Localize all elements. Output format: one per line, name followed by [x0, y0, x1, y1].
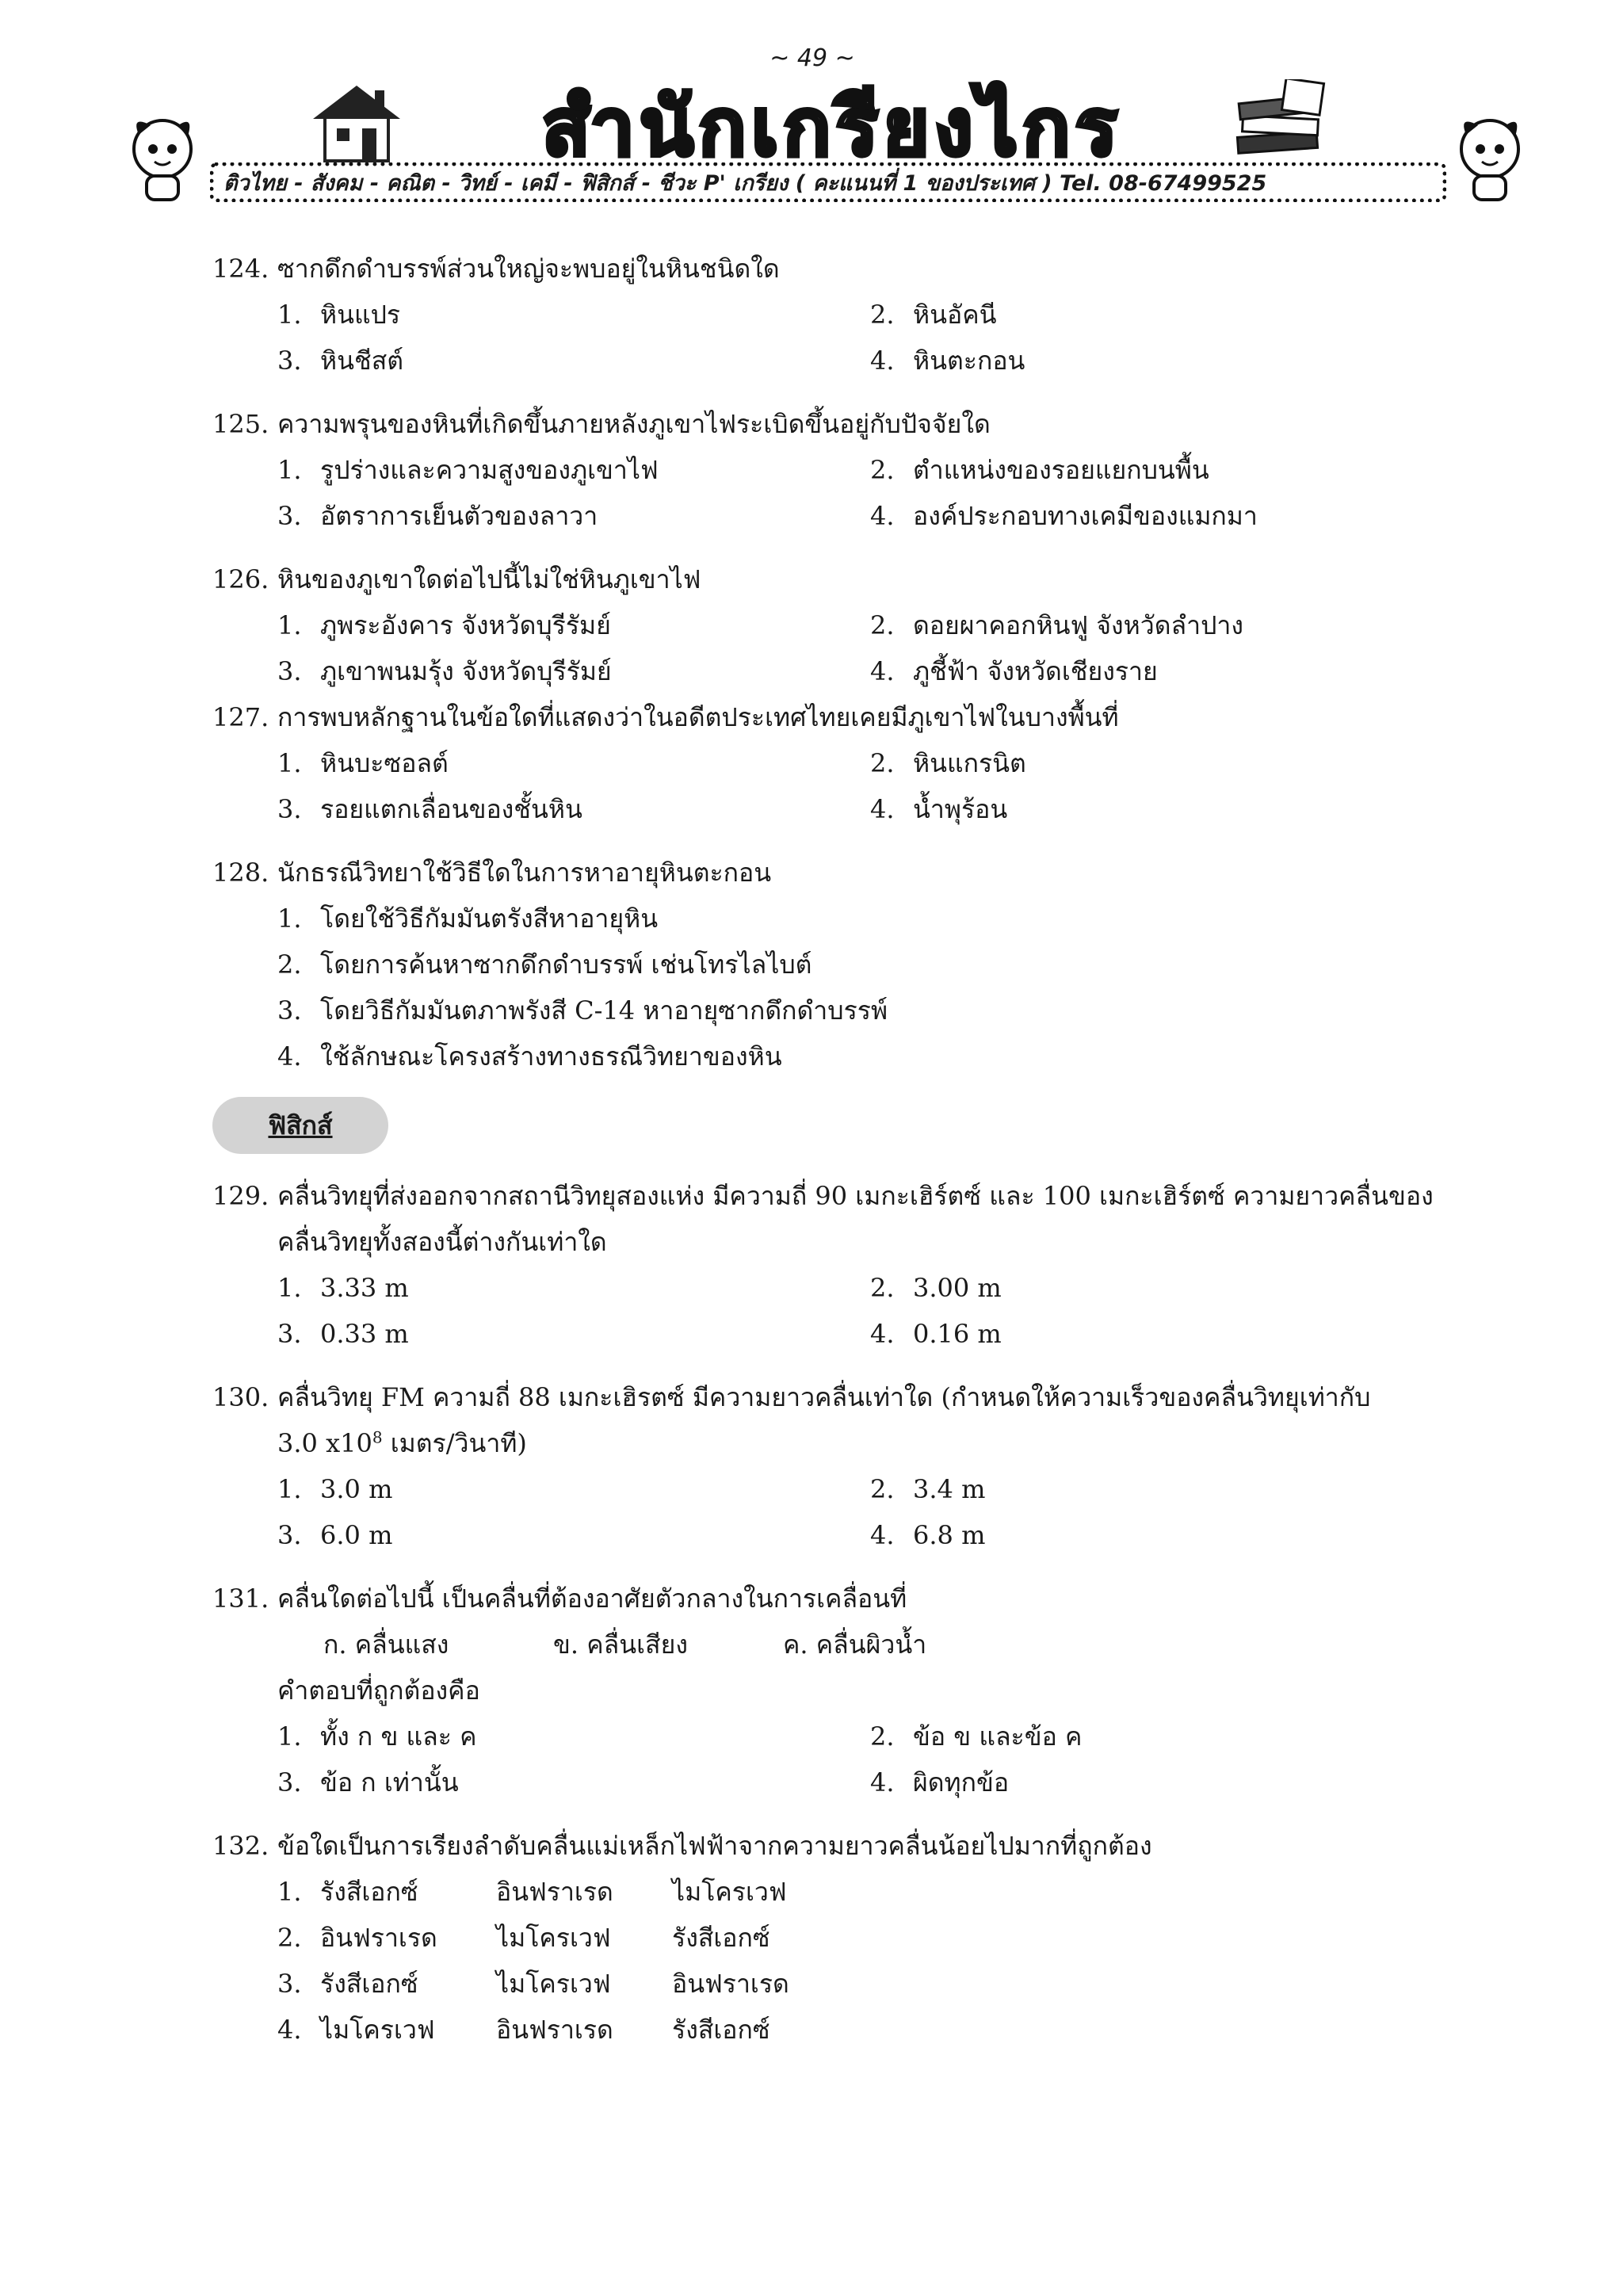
question-number: 126.	[212, 564, 269, 594]
question-number: 132.	[212, 1831, 269, 1861]
option: 3. 6.0 m	[277, 1520, 393, 1550]
question-text: การพบหลักฐานในข้อใดที่แสดงว่าในอดีตประเทศไทยเคยมีภูเขาไฟในบางพื้นที่	[277, 702, 1119, 732]
option: 2. อินฟราเรด ไมโครเวฟ รังสีเอกซ์	[277, 1923, 770, 1953]
question-127	[212, 694, 1480, 832]
question-125	[212, 401, 1480, 539]
section-header-physics	[212, 1097, 388, 1154]
question-number: 124.	[212, 254, 269, 284]
option: 3. หินชีสต์	[277, 346, 403, 376]
option: 1. 3.0 m	[277, 1474, 393, 1504]
question-131	[212, 1576, 1480, 1805]
option: 1. หินบะซอลต์	[277, 748, 449, 778]
option: 3. ข้อ ก เท่านั้น	[277, 1767, 459, 1797]
option: 3. โดยวิธีกัมมันตภาพรังสี C-14 หาอายุซากดึกดำบรรพ์	[277, 995, 888, 1026]
option: 4. ใช้ลักษณะโครงสร้างทางธรณีวิทยาของหิน	[277, 1041, 782, 1072]
option: 2. ดอยผาคอกหินฟู จังหวัดลำปาง	[870, 610, 1243, 640]
option: 2. หินอัคนี	[870, 300, 997, 330]
question-text: คลื่นวิทยุที่ส่งออกจากสถานีวิทยุสองแห่ง มีความถี่ 90 เมกะเฮิร์ตซ์ และ 100 เมกะเฮิร์ตซ์ ความยาวคลื่นของ	[277, 1181, 1434, 1211]
question-number: 127.	[212, 702, 269, 732]
option: 1. รังสีเอกซ์ อินฟราเรด ไมโครเวฟ	[277, 1877, 787, 1907]
house-icon	[305, 79, 408, 170]
sub-item: ค. คลื่นผิวน้ำ	[783, 1629, 927, 1660]
question-132	[212, 1823, 1480, 2053]
option: 1. โดยใช้วิธีกัมมันตรังสีหาอายุหิน	[277, 904, 659, 934]
question-124	[212, 246, 1480, 384]
option: 4. 6.8 m	[870, 1520, 986, 1550]
question-text: ความพรุนของหินที่เกิดขึ้นภายหลังภูเขาไฟระเบิดขึ้นอยู่กับปัจจัยใด	[277, 409, 991, 439]
option: 4. 0.16 m	[870, 1319, 1002, 1349]
option: 3. รอยแตกเลื่อนของชั้นหิน	[277, 794, 582, 824]
option: 3. ภูเขาพนมรุ้ง จังหวัดบุรีรัมย์	[277, 656, 612, 686]
question-number: 125.	[212, 409, 269, 439]
option: 2. หินแกรนิต	[870, 748, 1026, 778]
answer-prompt: คำตอบที่ถูกต้องคือ	[277, 1675, 480, 1706]
mascot-left-icon	[115, 111, 210, 209]
question-126	[212, 556, 1480, 694]
option: 2. ตำแหน่งของรอยแยกบนพื้น	[870, 455, 1209, 485]
page-number: ~ 49 ~	[769, 44, 855, 72]
header-tagline	[210, 162, 1446, 202]
option: 2. 3.00 m	[870, 1273, 1002, 1303]
question-number: 129.	[212, 1181, 269, 1211]
option: 4. หินตะกอน	[870, 346, 1025, 376]
option: 4. ไมโครเวฟ อินฟราเรด รังสีเอกซ์	[277, 2015, 770, 2045]
sub-items	[212, 1622, 1480, 1668]
question-129	[212, 1173, 1480, 1357]
option: 4. ภูชี้ฟ้า จังหวัดเชียงราย	[870, 656, 1158, 686]
option: 2. ข้อ ข และข้อ ค	[870, 1721, 1083, 1752]
exam-content	[212, 246, 1480, 2070]
sub-item: ก. คลื่นแสง	[323, 1629, 449, 1660]
sub-item: ข. คลื่นเสียง	[553, 1629, 688, 1660]
tagline-text: ติวไทย - สังคม - คณิต - วิทย์ - เคมี - ฟิสิกส์ - ชีวะ P' เกรียง ( คะแนนที่ 1 ของประเทศ ) Tel. 08-67499525	[223, 170, 1267, 196]
option: 1. รูปร่างและความสูงของภูเขาไฟ	[277, 455, 659, 485]
option: 2. 3.4 m	[870, 1474, 986, 1504]
question-text: คลื่นวิทยุ FM ความถี่ 88 เมกะเฮิรตซ์ มีความยาวคลื่นเท่าใด (กำหนดให้ความเร็วของคลื่นวิทยุเท่ากับ	[277, 1382, 1371, 1412]
option: 1. ทั้ง ก ข และ ค	[277, 1721, 477, 1752]
question-text: คลื่นใดต่อไปนี้ เป็นคลื่นที่ต้องอาศัยตัวกลางในการเคลื่อนที่	[277, 1584, 907, 1614]
question-text: ซากดึกดำบรรพ์ส่วนใหญ่จะพบอยู่ในหินชนิดใด	[277, 254, 780, 284]
option: 4. องค์ประกอบทางเคมีของแมกมา	[870, 501, 1258, 531]
question-128	[212, 850, 1480, 1079]
banner-title: สำนักเกรียงไกร	[541, 80, 1123, 174]
option: 3. 0.33 m	[277, 1319, 409, 1349]
option: 3. รังสีเอกซ์ ไมโครเวฟ อินฟราเรด	[277, 1969, 789, 1999]
question-number: 128.	[212, 858, 269, 888]
option: 1. ภูพระอังคาร จังหวัดบุรีรัมย์	[277, 610, 611, 640]
question-number: 130.	[212, 1382, 269, 1412]
question-text-cont: 3.0 $x10^8$ เมตร/วินาที)	[277, 1427, 527, 1458]
option: 4. น้ำพุร้อน	[870, 794, 1008, 824]
question-text: หินของภูเขาใดต่อไปนี้ไม่ใช่หินภูเขาไฟ	[277, 564, 701, 594]
option: 2. โดยการค้นหาซากดึกดำบรรพ์ เช่นโทรไลไบต์	[277, 949, 812, 980]
books-icon	[1228, 79, 1331, 170]
question-text: ข้อใดเป็นการเรียงลำดับคลื่นแม่เหล็กไฟฟ้าจากความยาวคลื่นน้อยไปมากที่ถูกต้อง	[277, 1831, 1152, 1861]
option: 1. หินแปร	[277, 300, 401, 330]
option: 1. 3.33 m	[277, 1273, 409, 1303]
question-text-cont: คลื่นวิทยุทั้งสองนี้ต่างกันเท่าใด	[277, 1227, 607, 1257]
section-title: ฟิสิกส์	[268, 1110, 333, 1140]
option: 3. อัตราการเย็นตัวของลาวา	[277, 501, 598, 531]
question-text: นักธรณีวิทยาใช้วิธีใดในการหาอายุหินตะกอน	[277, 858, 772, 888]
question-number: 131.	[212, 1584, 269, 1614]
question-130	[212, 1374, 1480, 1558]
mascot-right-icon	[1442, 111, 1537, 209]
option: 4. ผิดทุกข้อ	[870, 1767, 1010, 1797]
